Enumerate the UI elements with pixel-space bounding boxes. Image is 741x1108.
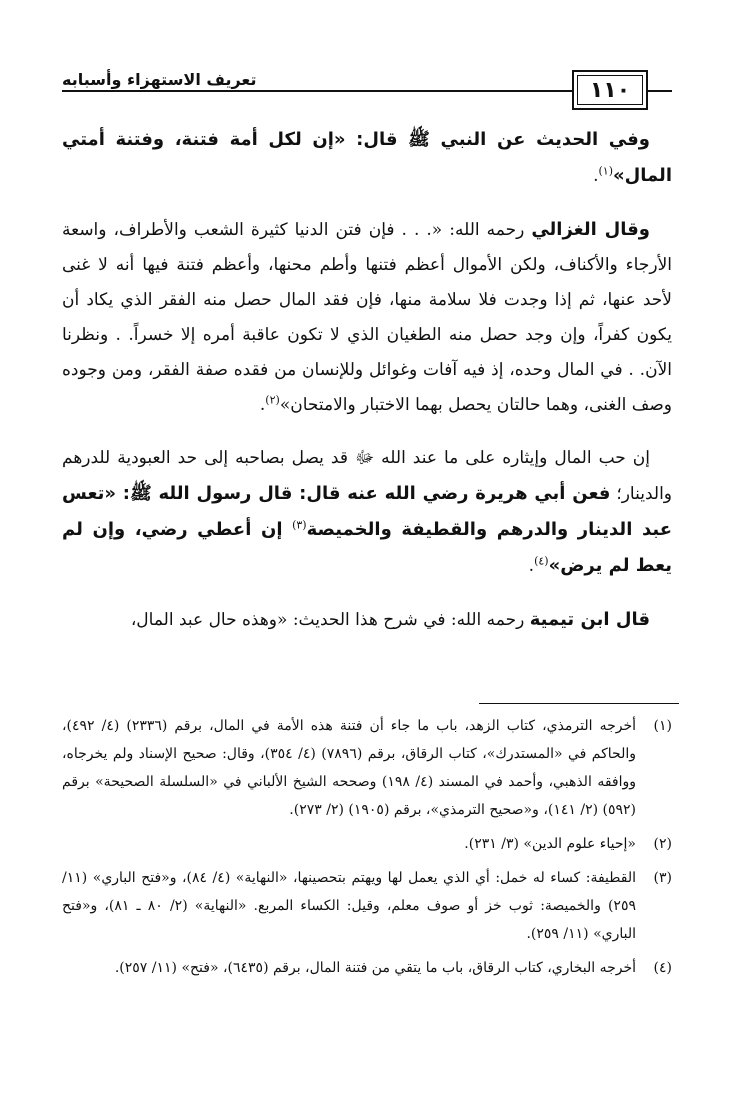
paragraph-1 [62, 122, 672, 194]
footnote-1 [62, 712, 672, 824]
author-name-ibn-taymiyyah: قال ابن تيمية [529, 609, 650, 630]
footnote-text: «إحياء علوم الدين» (٣/ ٢٣١). [464, 836, 636, 852]
period: . [593, 166, 599, 186]
hadith-text-cont: إن أعطي رضي، وإن لم يعط لم يرض» [62, 519, 672, 576]
footnote-3 [62, 864, 672, 948]
footnote-ref-4[interactable]: (٤) [534, 554, 549, 568]
footnote-number: (٣) [653, 870, 672, 886]
footnotes [62, 712, 672, 982]
footnote-2 [62, 830, 672, 858]
footnote-text: القطيفة: كساء له خمل: أي الذي يعمل لها ويهتم بتحصينها، «النهاية» (٤/ ٨٤)، و«فتح الباري» (١١/ ٢٥٩) والخميصة: ثوب خز أو صوف معلم، وقيل: الكساء المربع. «النهاية» (٢/ ٨٠ ـ ٨١)، و«فتح الباري» (١١/ ٢٥٩). [62, 870, 636, 942]
footnote-number: (٢) [653, 836, 672, 852]
page-number-box [572, 70, 648, 110]
author-name-ghazali: وقال الغزالي [531, 219, 650, 240]
ghazali-quote: رحمه الله: «. . . فإن فتن الدنيا كثيرة الشعب والأطراف، واسعة الأرجاء والأكناف، ولكن الأموال أعظم فتنها وأطم محنها، وأعظم فتنة فيها أنه لا غنى لأحد عنها، ثم إذا وجدت فلا سلامة منها، فإن فقد المال حصل منه الفقر الذي يكاد أن يكون كفراً، وإن وجد حصل منه الطغيان الذي لا تكون عاقبة أمره إلا خسراً. . ونظرنا الآن. . في المال وحده، إذ فيه آفات وغوائل وللإنسان من فقده صفة الفقر، ومن وجوده وصف الغنى، وهما حالتان يحصل بهما الاختبار والامتحان» [62, 220, 672, 415]
paragraph-text: رحمه الله: في شرح هذا الحديث: «وهذه حال عبد المال، [130, 610, 530, 630]
period: . [259, 395, 266, 415]
paragraph-4 [62, 602, 672, 638]
paragraph-text: إن حب المال وإيثاره على ما عند الله ﷻ قد يصل بصاحبه إلى حد العبودية للدرهم والدينار؛ [62, 448, 673, 504]
footnote-separator [479, 703, 679, 704]
footnote-text: أخرجه البخاري، كتاب الرقاق، باب ما يتقي من فتنة المال، برقم (٦٤٣٥)، «فتح» (١١/ ٢٥٧). [114, 960, 636, 976]
paragraph-3 [62, 441, 672, 584]
footnote-4 [62, 954, 672, 982]
paragraph-2 [62, 212, 672, 423]
footnote-ref-2[interactable]: (٢) [265, 393, 280, 407]
footnote-ref-3[interactable]: (٣) [292, 518, 307, 532]
page-number: ١١٠ [589, 77, 631, 103]
main-text [62, 122, 672, 638]
footnote-text: أخرجه الترمذي، كتاب الزهد، باب ما جاء أن فتنة هذه الأمة في المال، برقم (٢٣٣٦) (٤/ ٤٩٢)، والحاكم في «المستدرك»، كتاب الرقاق، برقم (٧٨٩٦) (٤/ ٣٥٤)، وقال: صحيح الإسناد ولم يخرجاه، ووافقه الذهبي، وأحمد في المسند (٤/ ١٩٨) وصححه الشيخ الألباني في «السلسلة الصحيحة» برقم (٥٩٢) (٢/ ١٤١)، و«صحيح الترمذي»، برقم (١٩٠٥) (٢/ ٢٧٣). [62, 718, 637, 818]
footnote-number: (٤) [653, 960, 672, 976]
hadith-text: فعن أبي هريرة رضي الله عنه قال: قال رسول الله ﷺ: «تعس عبد الدينار والدرهم والقطيفة والخميصة [62, 483, 672, 540]
footnote-number: (١) [653, 718, 672, 734]
hadith-text: وفي الحديث عن النبي ﷺ قال: «إن لكل أمة فتنة، وفتنة أمتي المال» [62, 129, 672, 186]
footnote-ref-1[interactable]: (١) [598, 164, 613, 178]
page-header [62, 66, 672, 110]
running-title: تعريف الاستهزاء وأسبابه [62, 70, 264, 89]
period: . [528, 556, 535, 576]
